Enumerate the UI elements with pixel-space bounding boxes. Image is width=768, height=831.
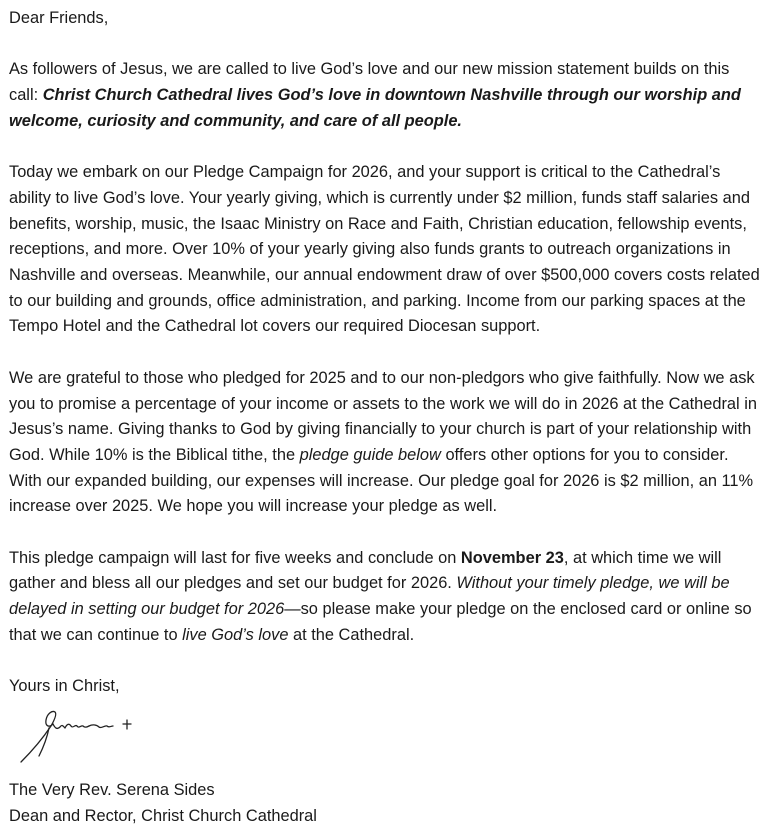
mission-statement: Christ Church Cathedral lives God’s love in downtown Nashville through our worship and welcome, curiosity and community, and care of all people. (9, 86, 741, 130)
mission-intro: As followers of Jesus, we are called to live God’s love and our new mission statement builds on this call: (9, 60, 730, 105)
deadline-tail: at the Cathedral. (288, 625, 415, 644)
closing: Yours in Christ, (9, 677, 120, 696)
pledge-intro: We are grateful to those who pledged for 2025 and to our non-pledgors who give faithfully. Now we ask you to promise a percentage of your income or assets to the work we will do in 2026 at the Cathedral in Jesus’s name. Giving thanks to God by giving financially to your church is part of your relationship with God. While 10% is the Biblical tithe, the (9, 368, 757, 464)
deadline-warning: Without your timely pledge, we will be delayed in setting our budget for 2026 (9, 574, 730, 619)
signature (9, 700, 761, 778)
deadline-intro: This pledge campaign will last for five weeks and conclude on (9, 548, 461, 567)
handwritten-signature-icon (13, 704, 153, 774)
letter-body (9, 6, 761, 829)
paragraph-pledge (9, 366, 761, 520)
deadline-middle: , at which time we will gather and bless all our pledges and set our budget for 2026. (9, 548, 722, 593)
salutation: Dear Friends, (9, 9, 109, 27)
deadline-date: November 23 (460, 548, 564, 567)
paragraph-campaign: Today we embark on our Pledge Campaign for 2026, and your support is critical to the Cathedral’s ability to live God’s love. Your yearly giving, which is currently under $2 million, funds staff salaries and benefits, worship, music, the Isaac Ministry on Race and Faith, Christian education, fellowship events, receptions, and more. Over 10% of your yearly giving also funds grants to outreach organizations in Nashville and overseas. Meanwhile, our annual endowment draw of over $500,000 covers costs related to our building and grounds, office administration, and parking. Income from our parking spaces at the Tempo Hotel and the Cathedral lot covers our required Diocesan support. (9, 163, 760, 336)
pledge-goal-text: offers other options for you to consider. With our expanded building, our expenses will increase. Our pledge goal for 2026 is $2 million, an 11% increase over 2025. We hope you will increase your pledge as well. (9, 445, 754, 516)
signer-name: The Very Rev. Serena Sides (9, 780, 215, 799)
pledge-guide-reference: pledge guide below (299, 445, 441, 464)
signer-title: Dean and Rector, Christ Church Cathedral (9, 806, 317, 825)
live-gods-love-phrase: live God’s love (182, 625, 289, 644)
paragraph-mission (9, 57, 761, 134)
deadline-request: —so please make your pledge on the enclosed card or online so that we can continue to (9, 600, 752, 644)
paragraph-deadline (9, 546, 761, 649)
